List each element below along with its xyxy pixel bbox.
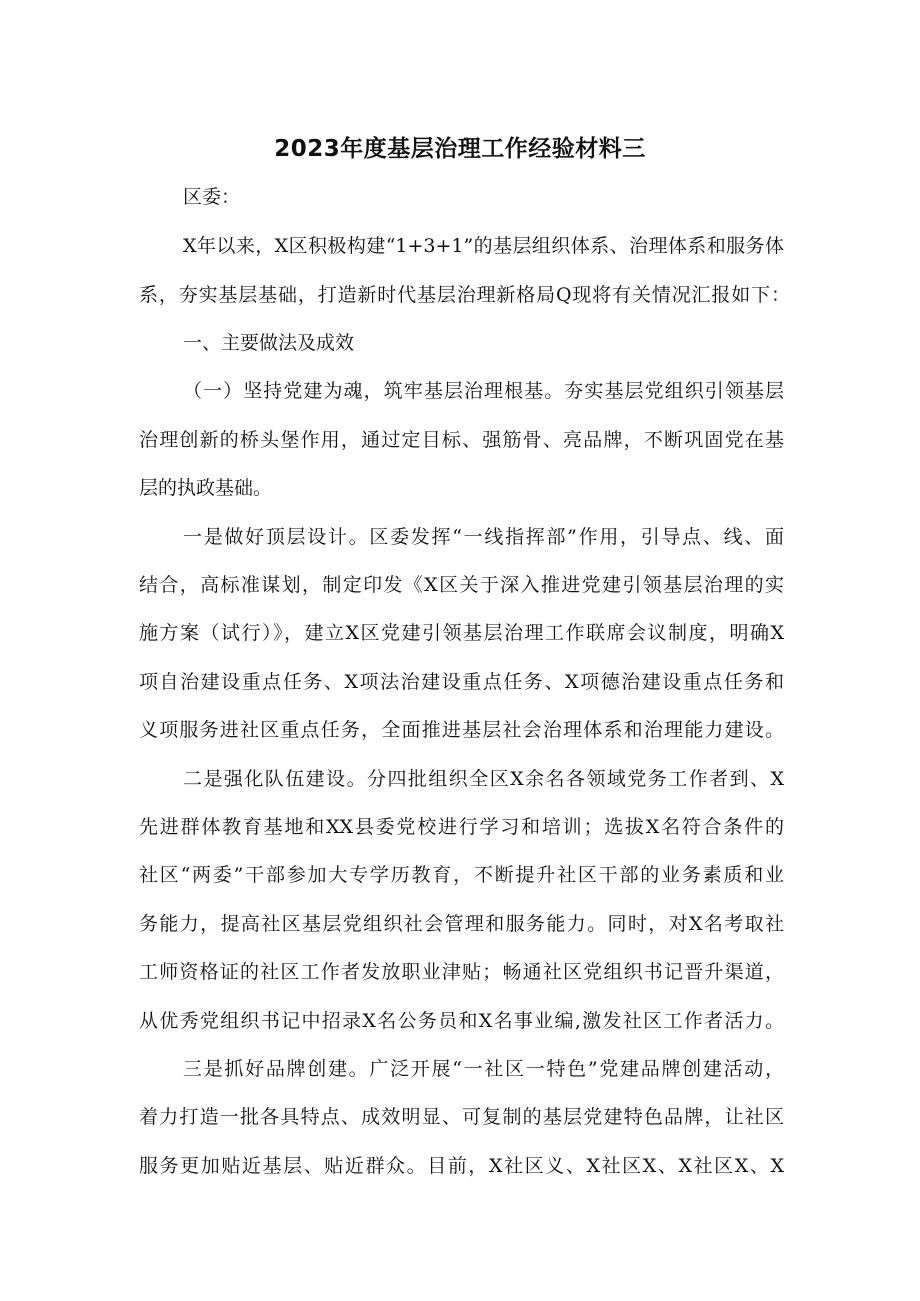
document-title: 2023年度基层治理工作经验材料三 [274,136,646,162]
paragraph-line: 施方案（试行）》，建立X区党建引领基层治理工作联席会议制度，明确X [139,622,784,644]
paragraph-line: 项自治建设重点任务、X项法治建设重点任务、X项德治建设重点任务和 [139,671,784,693]
paragraph-line: 系，夯实基层基础，打造新时代基层治理新格局Q现将有关情况汇报如下： [139,284,790,306]
paragraph-line: X年以来，X区积极构建“1+3+1”的基层组织体系、治理体系和服务体 [183,235,784,257]
paragraph-line: 服务更加贴近基层、贴近群众。目前，X社区义、X社区X、X社区X、X [139,1155,784,1177]
paragraph-line: 层的执政基础。 [139,477,273,499]
paragraph-line: 治理创新的桥头堡作用，通过定目标、强筋骨、亮品牌，不断巩固党在基 [139,429,784,451]
section-heading: 一、主要做法及成效 [183,332,355,354]
paragraph-line: 三是抓好品牌创建。广泛开展“一社区一特色”党建品牌创建活动， [183,1058,784,1080]
paragraph-line: 先进群体教育基地和XX县委党校进行学习和培训；选拔X名符合条件的 [139,816,784,838]
paragraph-line: 从优秀党组织书记中招录X名公务员和X名事业编,激发社区工作者活力。 [139,1010,784,1032]
paragraph-line: （一）坚持党建为魂，筑牢基层治理根基。夯实基层党组织引领基层 [183,380,784,402]
paragraph-line: 社区“两委”干部参加大专学历教育，不断提升社区干部的业务素质和业 [139,864,784,886]
salutation: 区委： [183,186,241,208]
paragraph-line: 结合，高标准谋划，制定印发《X区关于深入推进党建引领基层治理的实 [139,574,784,596]
paragraph-line: 务能力，提高社区基层党组织社会管理和服务能力。同时，对X名考取社 [139,913,784,935]
paragraph-line: 一是做好顶层设计。区委发挥“一线指挥部”作用，引导点、线、面 [183,526,784,548]
paragraph-line: 工师资格证的社区工作者发放职业津贴；畅通社区党组织书记晋升渠道， [139,961,784,983]
paragraph-line: 着力打造一批各具特点、成效明显、可复制的基层党建特色品牌，让社区 [139,1106,784,1128]
paragraph-line: 二是强化队伍建设。分四批组织全区X余名各领域党务工作者到、X [183,768,784,790]
paragraph-line: 义项服务进社区重点任务，全面推进基层社会治理体系和治理能力建设。 [139,719,784,741]
